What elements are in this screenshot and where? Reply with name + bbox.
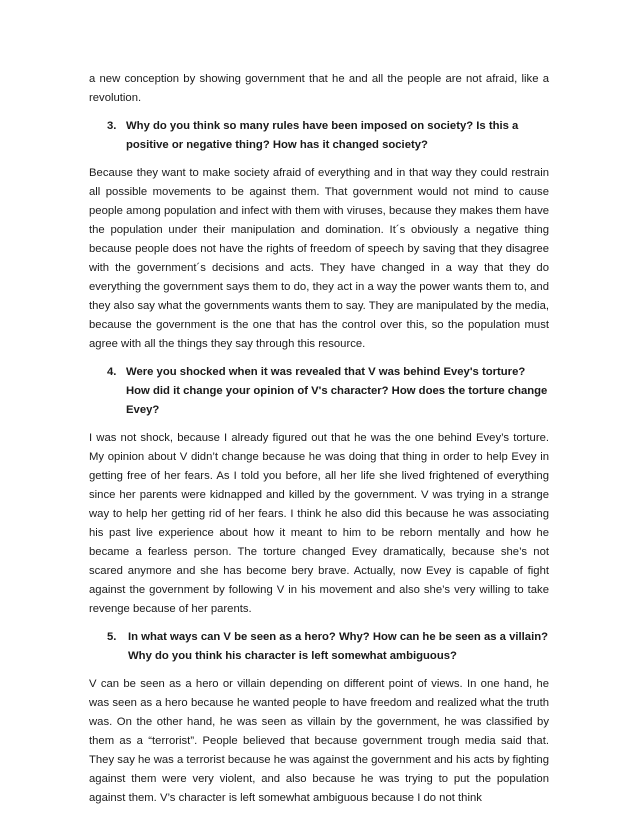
answer-5-paragraph: V can be seen as a hero or villain depending on different point of views. In one hand, he was seen as a hero because he wanted people to have freedom and realized what the truth was. On the other hand, he was seen as villain by the government, he was classified by them as a “terrorist”. People believed that because government trough media said that. They say he was a terrorist because he was against the government and his acts by fighting against them were very violent, and also because he was trying to put the population against them. V’s character is left somewhat ambiguous because I do not think xyxy=(89,678,549,804)
question-number: 4. xyxy=(107,366,117,378)
question-text: In what ways can V be seen as a hero? Why? How can he be seen as a villain? Why do you think his character is left somewhat ambiguous? xyxy=(128,631,549,662)
question-number: 5. xyxy=(107,631,117,643)
answer-3-paragraph: Because they want to make society afraid of everything and in that way they could restrain all possible movements to be against them. That government would not mind to cause people among population and infect with them with viruses, because they makes them have the population under their manipulation and domination. It´s obviously a negative thing because people does not have the rights of freedom of speech by saving that they disagree with the government´s decisions and acts. They have changed in a way that they do everything the government says them to do, they act in a way the power wants them to, and they also say what the governments wants them to say. They are manipulated by the media, because the government is the one that has the control over this, so the population must agree with all the things they say through this resource. xyxy=(89,167,549,350)
question-4 xyxy=(89,363,549,420)
question-text: Were you shocked when it was revealed that V was behind Evey's torture? How did it change your opinion of V's character? How does the torture change Evey? xyxy=(126,366,548,416)
question-5 xyxy=(89,628,549,666)
question-number: 3. xyxy=(107,120,117,132)
intro-paragraph: a new conception by showing government that he and all the people are not afraid, like a revolution. xyxy=(89,73,549,104)
question-3 xyxy=(89,117,549,155)
page-content xyxy=(89,70,549,817)
answer-4-paragraph: I was not shock, because I already figured out that he was the one behind Evey’s torture. My opinion about V didn’t change because he was doing that thing in order to help Evey in getting free of her fears. As I told you before, all her life she lived frightened of everything since her parents were kidnapped and killed by the government. V was trying in a strange way to help her getting rid of her fears. I think he also did this because he was associating his past live experience about how it meant to him to be reborn mentally and how he became a fearless person. The torture changed Evey dramatically, because she’s not scared anymore and she has become bery brave. Actually, now Evey is capable of fight against the government by following V in his movement and also she’s very willing to take revenge because of her parents. xyxy=(89,432,549,615)
question-text: Why do you think so many rules have been imposed on society? Is this a positive or negative thing? How has it changed society? xyxy=(126,120,519,151)
